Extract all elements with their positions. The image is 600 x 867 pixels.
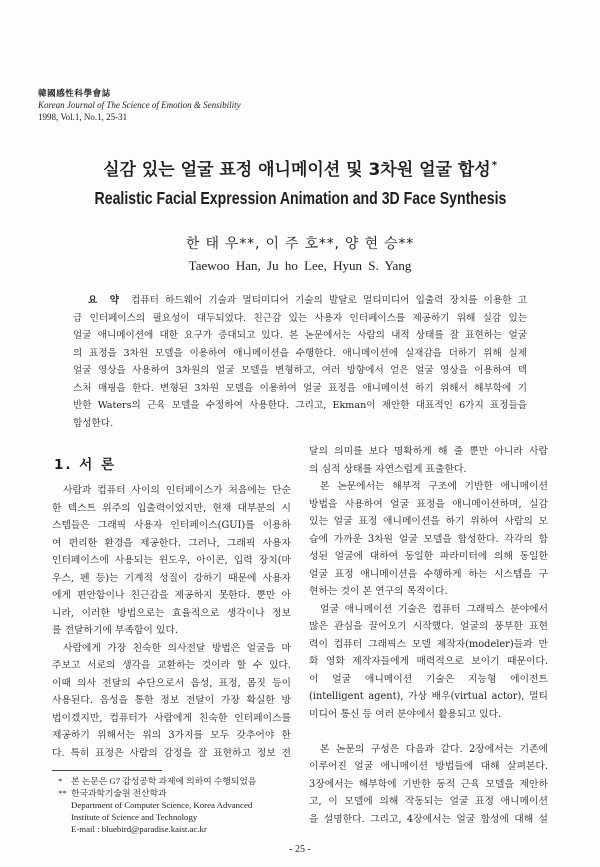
page-number: - 25 - <box>289 844 311 855</box>
journal-name-ko: 韓國感性科學會誌 <box>38 88 111 98</box>
body-line: 사람에게 가장 친숙한 의사전달 방법은 얼굴을 마 <box>63 642 291 654</box>
body-line: 미디어 통신 등 여러 분야에서 활용되고 있다. <box>309 708 502 720</box>
body-line: 을 설명한다. 그리고, 4장에서는 얼굴 합성에 대해 설 <box>309 813 548 825</box>
footnote-item <box>58 787 294 835</box>
journal-name-en: Korean Journal of The Science of Emotion & Sensibility <box>38 100 241 110</box>
body-line: 에게 편안함이나 친근감을 제공하지 못한다. 뿐만 아 <box>52 590 291 601</box>
body-line: 스템들은 그래픽 사용자 인터페이스(GUI)를 이용하 <box>52 520 291 531</box>
body-line: 많은 관심을 끌어오기 시작했다. 얼굴의 풍부한 표현 <box>309 621 548 632</box>
abstract-line <box>73 380 527 398</box>
journal-header <box>38 87 241 123</box>
abstract-line <box>73 397 527 415</box>
body-line: 성된 얼굴에 대하여 동일한 파라미터에 의해 동일한 <box>309 551 548 562</box>
footnote-rule <box>52 770 162 771</box>
abstract-line-text: 얼굴 영상을 사용하여 3차원의 얼굴 모델을 변형하고, 여러 방향에서 얻은 얼굴 영상을 이용하여 텍 <box>73 365 527 376</box>
footnote-body <box>71 775 294 787</box>
abstract-line-text: 스처 매핑을 한다. 변형된 3차원 모델을 이용하여 얼굴 표정을 애니메이션 하기 위해서 해부학에 기 <box>73 382 527 394</box>
abstract-line <box>73 415 527 433</box>
body-line: 를 전달하기에 부족함이 있다. <box>52 625 179 636</box>
paragraph <box>309 601 548 724</box>
footnote-mark: * <box>58 776 63 786</box>
abstract-line-text: 급 인터페이스의 필요성이 대두되었다. 친근감 있는 사용자 인터페이스를 제공하기 위해 실감 있는 <box>73 312 527 324</box>
body-line: 주보고 서로의 생각을 교환하는 것이라 할 수 있다. <box>52 660 291 671</box>
body-line: 우스, 펜 등)는 기계적 성질이 강하기 때문에 사용자 <box>52 572 291 584</box>
body-line: 본 논문의 구성은 다음과 같다. 2장에서는 기존에 <box>320 743 548 755</box>
body-line: 이때 의사 전달의 수단으로서 음성, 표정, 몸짓 등이 <box>52 677 291 689</box>
abstract-line <box>73 362 527 380</box>
journal-issue: 1998, Vol.1, No.1, 25-31 <box>38 112 128 122</box>
authors-ko: 한 태 우**, 이 주 호**, 양 현 승** <box>185 236 415 252</box>
paragraph <box>309 478 548 601</box>
abstract-body <box>73 292 527 432</box>
body-line: (intelligent agent), 가상 배우(virtual actor), 멀티 <box>309 691 548 702</box>
paper-title-ko-text <box>103 158 497 182</box>
body-line: 얼굴 애니메이션 기술은 컴퓨터 그래픽스 분야에서 <box>320 603 548 615</box>
body-line: 화 영화 제작자들에게 매력적으로 보이기 때문이다. <box>309 656 548 667</box>
abstract-line-text: 컴퓨터 하드웨어 기술과 멀티미디어 기술의 발달로 멀티미디어 입출력 장치를 이용한 고 <box>131 295 527 306</box>
abstract-line <box>73 327 527 345</box>
footnote-line: Department of Computer Science, Korea Advanced <box>71 800 253 810</box>
right-column <box>309 443 548 828</box>
body-line: 방법을 사용하여 얼굴 표정을 애니메이션하며, 실감 <box>309 498 548 510</box>
paper-title-ko <box>0 158 600 182</box>
paper-title-ko-label: 실감 있는 얼굴 표정 애니메이션 및 3차원 얼굴 합성 <box>103 160 491 180</box>
abstract-line-text: 의 표정을 3차원 모델을 이용하여 애니메이션을 수행한다. 애니메이션에 실재감을 더하기 위해 실제 <box>73 347 527 359</box>
body-line: 이 얼굴 애니메이션 기술은 지능형 에이전트 <box>309 673 548 685</box>
body-line: 있는 얼굴 표정 애니메이션을 하기 위하여 사람의 모 <box>309 516 548 527</box>
body-line: 이루어진 얼굴 애니메이션 방법들에 대해 살펴본다. <box>309 761 548 772</box>
body-line: 고, 이 모델에 의해 작동되는 얼굴 표정 애니메이션 <box>309 796 548 807</box>
abstract-line-text: 합성한다. <box>73 417 114 429</box>
body-line: 니라, 이러한 방법으로는 효율적으로 생각이나 정보 <box>52 607 291 619</box>
body-line: 법이겠지만, 컴퓨터가 사람에게 친숙한 인터페이스를 <box>52 712 291 724</box>
body-line: 3장에서는 해부학에 기반한 동적 근육 모델을 제안하 <box>309 778 548 790</box>
footnotes <box>58 775 294 835</box>
body-line: 제공하기 위해서는 위의 3가지를 모두 갖추어야 한 <box>52 730 291 741</box>
body-line: 얼굴 표정 애니메이션을 수행하게 하는 시스템을 구 <box>309 568 548 580</box>
paper-title-en-text: Realistic Facial Expression Animation and 3D Face Synthesis <box>94 188 506 208</box>
body-line: 인터페이스에 사용되는 윈도우, 아이콘, 입력 장치(마 <box>52 555 291 566</box>
footnote-line: Institute of Science and Technology <box>71 812 198 822</box>
footnote-body <box>71 787 294 835</box>
abstract-line <box>73 310 527 328</box>
body-line: 력이 컴퓨터 그래픽스 모델 제작자(modeler)들과 만 <box>309 638 548 650</box>
abstract-label: 요 약 <box>88 295 123 306</box>
footnote-item <box>58 775 294 787</box>
paragraph <box>52 482 291 640</box>
title-footnote-mark: * <box>491 160 497 171</box>
abstract-line <box>73 292 527 310</box>
abstract-line <box>73 345 527 363</box>
body-line: 한 텍스트 위주의 입출력이었지만, 현재 대부분의 시 <box>52 502 291 514</box>
abstract-line-text: 반한 Waters의 근육 모델을 수정하여 사용한다. 그리고, Ekman이 제안한 대표적인 6가지 표정들을 <box>73 400 527 411</box>
footnote-mark: ** <box>58 788 67 798</box>
body-line: 습에 가까운 3차원 얼굴 모델을 합성한다. 각각의 합 <box>309 533 548 545</box>
authors-en: Taewoo Han, Ju ho Lee, Hyun S. Yang <box>188 258 412 273</box>
section-heading: 1. 서 론 <box>54 457 117 473</box>
paper-title-en <box>0 187 600 210</box>
body-line: 사람과 컴퓨터 사이의 인터페이스가 처음에는 단순 <box>63 485 291 496</box>
body-line: 현하는 것이 본 연구의 목적이다. <box>309 586 448 597</box>
body-line: 본 논문에서는 해부적 구조에 기반한 애니메이션 <box>320 481 548 492</box>
body-line: 다. 특히 표정은 사람의 감정을 잘 표현하고 정보 전 <box>52 747 291 759</box>
abstract-line-text: 얼굴 애니메이션에 대한 요구가 증대되고 있다. 본 논문에서는 사람의 내적 상태를 잘 표현하는 얼굴 <box>73 330 527 341</box>
paragraph <box>52 640 291 763</box>
body-line: 여 편리한 환경을 제공한다. 그러나, 그래픽 사용자 <box>52 537 291 549</box>
footnote-line: 한국과학기술원 전산학과 <box>71 788 167 798</box>
footnote-line: 본 논문은 G7 감성공학 과제에 의하여 수행되었음 <box>71 776 257 786</box>
left-column <box>52 482 291 762</box>
paragraph <box>309 443 548 478</box>
body-line: 의 심적 상태를 자연스럽게 표출한다. <box>309 463 467 475</box>
body-line: 달의 의미를 보다 명확하게 해 줄 뿐만 아니라 사람 <box>309 446 548 457</box>
paragraph <box>309 741 548 829</box>
footnote-line: E-mail : bluebird@paradise.kaist.ac.kr <box>71 824 207 834</box>
body-line: 사용된다. 음성을 통한 정보 전달이 가장 확실한 방 <box>52 695 291 706</box>
